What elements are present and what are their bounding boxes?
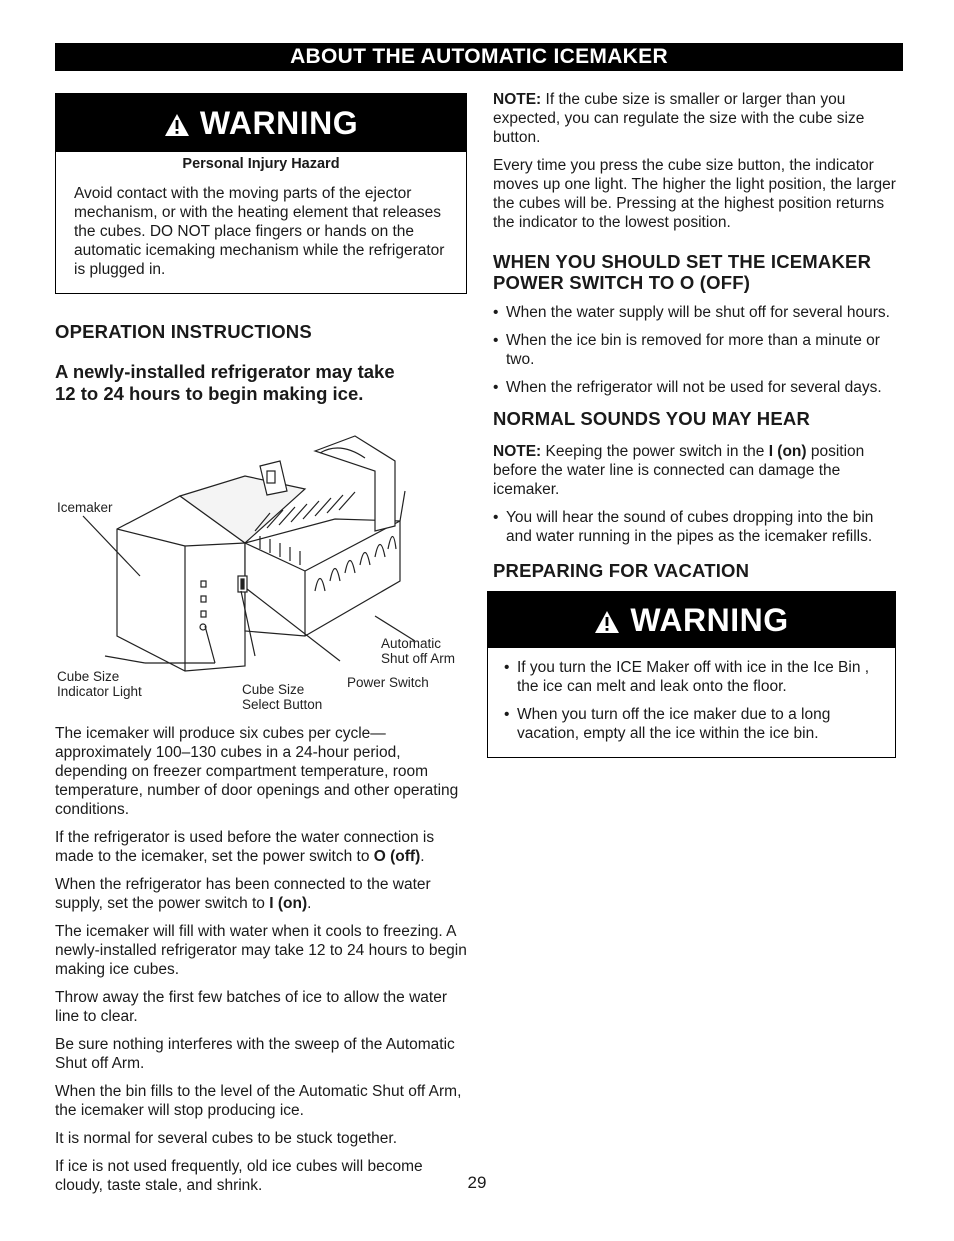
page-number: 29 xyxy=(467,1173,487,1192)
warning-box-vacation xyxy=(487,591,896,758)
note-power-switch: NOTE: Keeping the power switch in the I (on) position before the water line is connected can damage the icemaker. xyxy=(493,443,865,498)
warning-title: WARNING xyxy=(199,104,359,141)
warning-title: WARNING xyxy=(630,601,789,638)
icemaker-diagram xyxy=(55,431,467,712)
label-cube-size-indicator: Cube Size Indicator Light xyxy=(57,669,142,699)
label-cube-size-button: Cube Size Select Button xyxy=(242,682,323,712)
para-stuck-cubes: It is normal for several cubes to be stuck together. xyxy=(55,1130,398,1147)
para-sweep: Be sure nothing interferes with the sweep of the Automatic Shut off Arm. xyxy=(55,1036,455,1072)
warning-body xyxy=(488,648,895,757)
para-indicator: Every time you press the cube size button, the indicator moves up one light. The higher the light position, the larger the cubes will be. Pressing at the highest position returns the indicator to the lowest position. xyxy=(493,157,896,231)
note-cube-size: NOTE: If the cube size is smaller or larger than you expected, you can regulate the size with the cube size button. xyxy=(493,91,865,146)
para-throw-away: Throw away the first few batches of ice to allow the water line to clear. xyxy=(55,989,447,1025)
list-item: • When the refrigerator will not be used for several days. xyxy=(493,378,903,397)
para-cube-production: The icemaker will produce six cubes per cycle— approximately 100–130 cubes in a 24-hour period, depending on freezer compartment temperature, room temperature, number of door openings and other operating conditions. xyxy=(55,725,459,818)
operation-heading: OPERATION INSTRUCTIONS xyxy=(55,321,312,342)
hazard-label: Personal Injury Hazard xyxy=(182,156,340,172)
warning-triangle-icon xyxy=(164,113,190,137)
power-switch-list xyxy=(493,303,903,397)
right-column xyxy=(493,90,903,758)
list-item: • You will hear the sound of cubes dropping into the bin and water running in the pipes as the icemaker refills. xyxy=(493,508,903,546)
section-banner: ABOUT THE AUTOMATIC ICEMAKER xyxy=(55,43,903,71)
warning-triangle-icon xyxy=(594,610,620,634)
warning-header xyxy=(488,592,895,648)
sounds-heading: NORMAL SOUNDS YOU MAY HEAR xyxy=(493,408,811,429)
sounds-list xyxy=(493,508,903,546)
label-power-switch: Power Switch xyxy=(347,675,429,690)
vacation-heading: PREPARING FOR VACATION xyxy=(493,560,750,581)
list-item: • When you turn off the ice maker due to a long vacation, empty all the ice within the ice bin. xyxy=(504,705,879,743)
warning-body: Avoid contact with the moving parts of the ejector mechanism, or with the heating element that releases the cubes. DO NOT place fingers or hands on the automatic icemaking mechanism while the refrigerator is plugged in. xyxy=(74,185,445,278)
para-fill-water: The icemaker will fill with water when it cools to freezing. A newly-installed refrigerator may take 12 to 24 hours to begin making ice cubes. xyxy=(55,923,467,978)
vacation-warning-list xyxy=(504,658,879,743)
operation-subheading: A newly-installed refrigerator may take 12 to 24 hours to begin making ice. xyxy=(55,361,395,404)
para-bin-fills: When the bin fills to the level of the Automatic Shut off Arm, the icemaker will stop producing ice. xyxy=(55,1083,462,1119)
list-item: • When the water supply will be shut off for several hours. xyxy=(493,303,903,322)
list-item: • When the ice bin is removed for more than a minute or two. xyxy=(493,331,903,369)
para-after-connection: When the refrigerator has been connected to the water supply, set the power switch to I (on). xyxy=(55,876,431,912)
left-column xyxy=(55,93,467,1204)
warning-header xyxy=(56,94,466,152)
label-icemaker: Icemaker xyxy=(57,500,113,515)
para-before-connection: If the refrigerator is used before the water connection is made to the icemaker, set the power switch to O (off). xyxy=(55,829,435,865)
list-item: • If you turn the ICE Maker off with ice in the Ice Bin , the ice can melt and leak onto the floor. xyxy=(504,658,879,696)
para-old-ice: If ice is not used frequently, old ice cubes will become cloudy, taste stale, and shrink. xyxy=(55,1158,423,1194)
label-auto-shutoff-arm: Automatic Shut off Arm xyxy=(381,636,456,666)
warning-box-injury xyxy=(55,93,467,294)
power-switch-heading: WHEN YOU SHOULD SET THE ICEMAKER POWER SWITCH TO O (OFF) xyxy=(493,251,872,293)
